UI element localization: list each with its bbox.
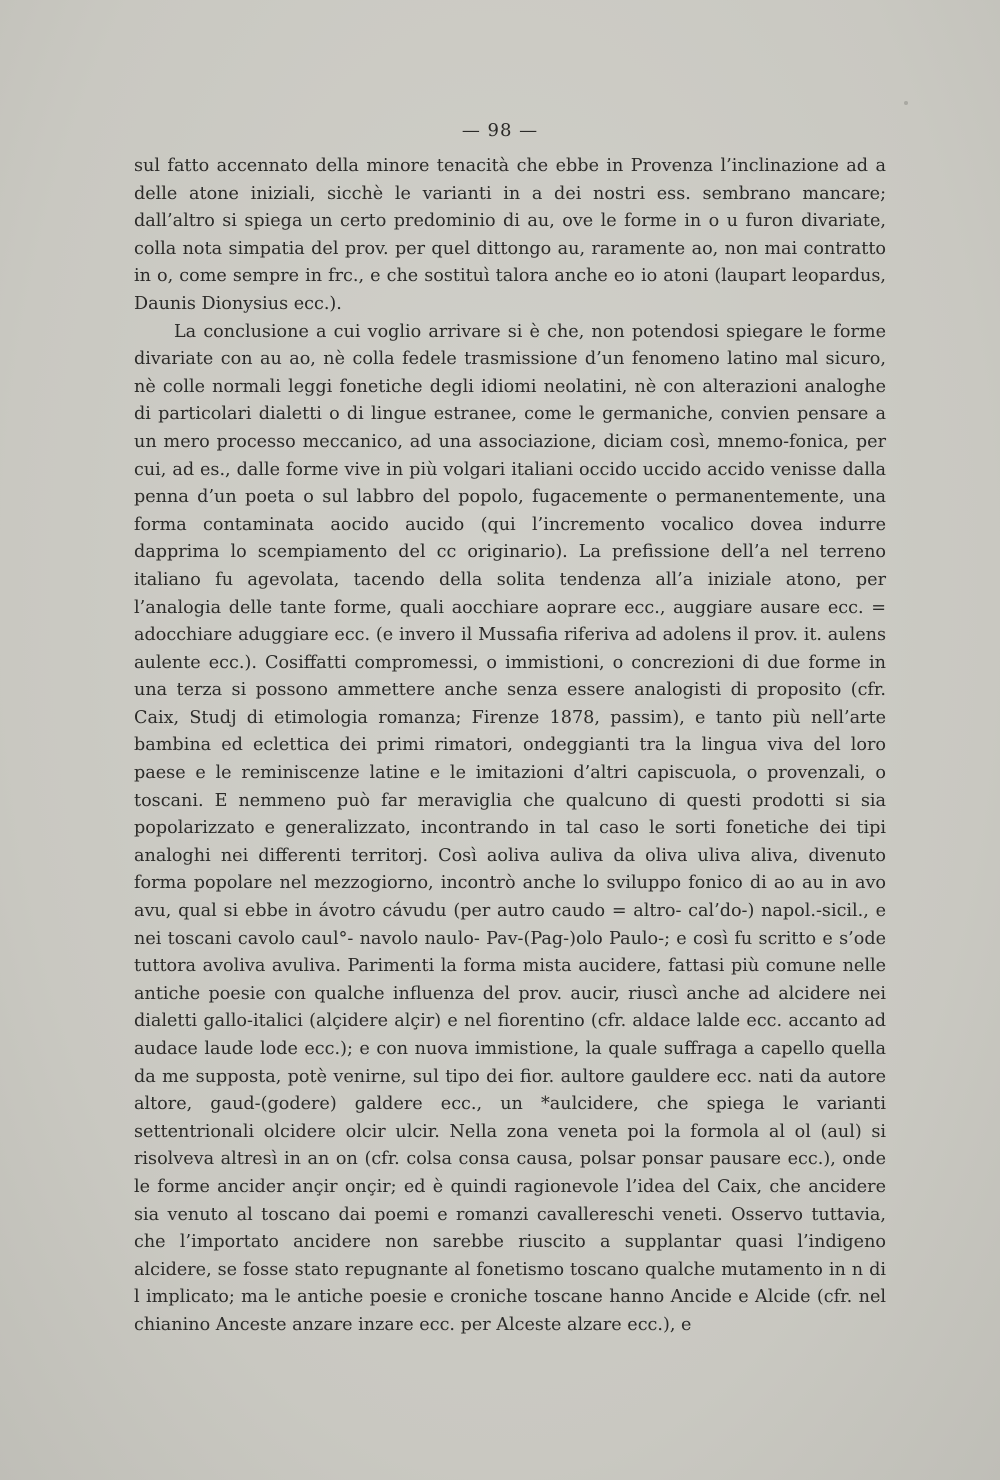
page-number: — 98 — (461, 120, 539, 141)
paragraph-2: La conclusione a cui voglio arrivare si è che, non potendosi spiegare le forme divariate con au ao, nè colla fedele trasmissione d’un fenomeno latino mal sicuro, nè colle normali leggi fonetiche degli idiomi neolatini, nè con alterazioni analoghe di particolari dialetti o di lingue estranee, come le germaniche, convien pensare a un mero processo meccanico, ad una associazione, diciam così, mnemo-fonica, per cui, ad es., dalle forme vive in più volgari italiani occido uccido accido venisse dalla penna d’un poeta o sul labbro del popolo, fugacemente o permanentemente, una forma contaminata aocido aucido (qui l’incremento vocalico dovea indurre dapprima lo scempiamento del cc originario). La prefissione dell’a nel terreno italiano fu agevolata, tacendo della solita tendenza all’a iniziale atono, per l’analogia delle tante forme, quali aocchiare aoprare ecc., auggiare ausare ecc. = adocchiare aduggiare ecc. (e invero il Mussafia riferiva ad adolens il prov. it. aulens aulente ecc.). Cosiffatti compromessi, o immistioni, o concrezioni di due forme in una terza si possono ammettere anche senza essere analogisti di proposito (cfr. Caix, Studj di etimologia romanza; Firenze 1878, passim), e tanto più nell’arte bambina ed eclettica dei primi rimatori, ondeggianti tra la lingua viva del loro paese e le reminiscenze latine e le imitazioni d’altri capiscuola, o provenzali, o toscani. E nemmeno può far meraviglia che qualcuno di questi prodotti si sia popolarizzato e generalizzato, incontrando in tal caso le sorti fonetiche dei tipi analoghi nei differenti territorj. Così aoliva auliva da oliva uliva aliva, divenuto forma popolare nel mezzogiorno, incontrò anche lo sviluppo fonico di ao au in avo avu, qual si ebbe in ávotro cávudu (per autro caudo = altro- cal’do-) napol.-sicil., e nei toscani cavolo caul°- navolo naulo- Pav-(Pag-)olo Paulo-; e così fu scritto e s’ode tuttora avoliva avuliva. Parimenti la forma mista aucidere, fattasi più comune nelle antiche poesie con qualche influenza del prov. aucir, riuscì anche ad alcidere nei dialetti gallo-italici (alçidere alçir) e nel fiorentino (cfr. aldace lalde ecc. accanto ad audace laude lode ecc.); e con nuova immistione, la quale suffraga a capello quella da me supposta, potè venirne, sul tipo dei fior. aultore gauldere ecc. nati da autore altore, gaud-(godere) galdere ecc., un *aulcidere, che spiega le varianti settentrionali olcidere olcir ulcir. Nella zona veneta poi la formola al ol (aul) si risolveva altresì in an on (cfr. colsa consa causa, polsar ponsar pausare ecc.), onde le forme ancider ançir onçir; ed è quindi ragionevole l’idea del Caix, che ancidere sia venuto al toscano dai poemi e romanzi cavallereschi veneti. Osservo tuttavia, che l’importato ancidere non sarebbe riuscito a supplantar quasi l’indigeno alcidere, se fosse stato repugnante al fonetismo toscano qualche mutamento in n di l implicato; ma le antiche poesie e croniche toscane hanno Ancide e Alcide (cfr. nel chianino Anceste anzare inzare ecc. per Alceste alzare ecc.), e (134, 321, 886, 1335)
paragraph-1: sul fatto accennato della minore tenacità che ebbe in Provenza l’inclinazione ad a delle atone iniziali, sicchè le varianti in a dei nostri ess. sembrano mancare; dall’altro si spiega un certo predominio di au, ove le forme in o u furon divariate, colla nota simpatia del prov. per quel dittongo au, raramente ao, non mai contratto in o, come sempre in frc., e che sostituì talora anche eo io atoni (laupart leopardus, Daunis Dionysius ecc.). (134, 156, 886, 314)
paper-speck (904, 101, 908, 105)
body-text (134, 153, 886, 1340)
